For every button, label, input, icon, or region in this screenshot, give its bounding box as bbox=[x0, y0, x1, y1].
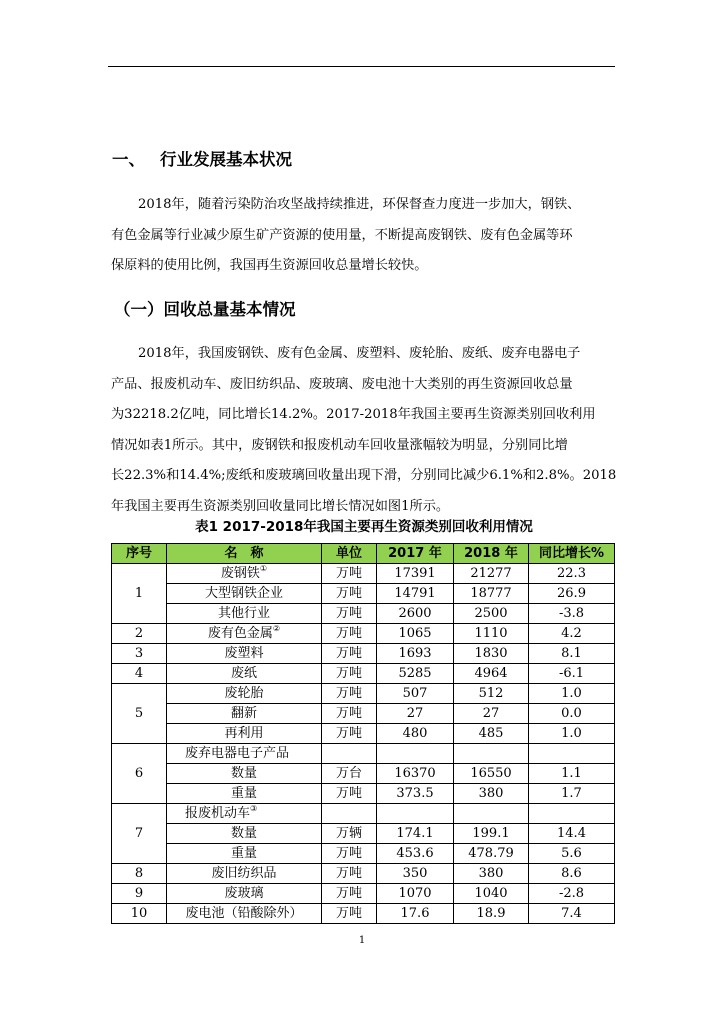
item-name-cell-text: 废旧纺织品 bbox=[211, 865, 277, 881]
unit-cell-text: 万吨 bbox=[335, 865, 362, 881]
row-index-cell-text: 2 bbox=[134, 625, 144, 641]
unit-cell bbox=[322, 664, 377, 684]
item-name-cell bbox=[167, 744, 322, 764]
growth-cell-text: 1.0 bbox=[561, 685, 582, 701]
growth-cell-text: 1.1 bbox=[561, 765, 582, 781]
item-name-cell bbox=[167, 564, 322, 584]
row-index-cell bbox=[112, 864, 167, 884]
value-2017-cell bbox=[377, 764, 454, 784]
value-2018-cell bbox=[454, 604, 529, 624]
unit-cell bbox=[322, 804, 377, 824]
value-2017-cell-text: 14791 bbox=[394, 585, 436, 601]
value-2017-cell-text: 1070 bbox=[398, 885, 432, 901]
growth-cell-text: 8.6 bbox=[561, 865, 582, 881]
unit-cell bbox=[322, 684, 377, 704]
value-2017-cell-text: 1693 bbox=[398, 645, 432, 661]
table-caption: 表1 2017-2018年我国主要再生资源类别回收利用情况 bbox=[195, 519, 533, 535]
value-2017-cell-text: 480 bbox=[402, 725, 428, 741]
row-index-cell-text: 10 bbox=[130, 905, 148, 921]
section-heading bbox=[112, 146, 292, 170]
growth-cell-text: 26.9 bbox=[557, 585, 586, 601]
value-2018-cell-text: 478.79 bbox=[468, 845, 514, 861]
unit-cell-text: 万吨 bbox=[335, 585, 362, 601]
unit-cell-text: 万吨 bbox=[335, 725, 362, 741]
item-name-cell-text: 重量 bbox=[230, 785, 257, 801]
item-name-cell bbox=[167, 724, 322, 744]
unit-cell bbox=[322, 604, 377, 624]
table-header-row bbox=[112, 544, 615, 564]
growth-cell bbox=[529, 884, 615, 904]
table-row bbox=[112, 584, 615, 604]
item-name-cell bbox=[167, 604, 322, 624]
table-row bbox=[112, 884, 615, 904]
unit-cell-text: 万辆 bbox=[335, 825, 362, 841]
table-row bbox=[112, 704, 615, 724]
growth-cell bbox=[529, 864, 615, 884]
paragraph-line: 保原料的使用比例，我国再生资源回收总量增长较快。 bbox=[111, 258, 428, 273]
row-index-cell bbox=[112, 644, 167, 664]
footnote-marker: ① bbox=[259, 563, 268, 573]
value-2018-cell-text: 27 bbox=[482, 705, 500, 721]
row-index-cell-text: 9 bbox=[134, 885, 144, 901]
table-body bbox=[112, 564, 615, 924]
value-2017-cell bbox=[377, 584, 454, 604]
table-row bbox=[112, 804, 615, 824]
growth-cell bbox=[529, 564, 615, 584]
unit-cell bbox=[322, 764, 377, 784]
item-name-cell bbox=[167, 664, 322, 684]
unit-cell bbox=[322, 704, 377, 724]
value-2018-cell-text: 1040 bbox=[474, 885, 508, 901]
unit-cell-text: 万吨 bbox=[335, 845, 362, 861]
value-2017-cell-text: 453.6 bbox=[396, 845, 434, 861]
column-header: 2018 年 bbox=[454, 544, 529, 564]
page-number: 1 bbox=[358, 935, 366, 946]
item-name-cell-text: 废玻璃 bbox=[224, 885, 264, 901]
value-2018-cell bbox=[454, 764, 529, 784]
item-name-cell bbox=[167, 624, 322, 644]
value-2018-cell-text: 512 bbox=[478, 685, 504, 701]
row-index-cell bbox=[112, 664, 167, 684]
value-2017-cell bbox=[377, 604, 454, 624]
value-2018-cell-text: 2500 bbox=[474, 605, 508, 621]
growth-cell bbox=[529, 844, 615, 864]
subsection-heading: （一）回收总量基本情况 bbox=[114, 300, 296, 319]
row-index-cell-text: 1 bbox=[134, 585, 144, 601]
item-name-cell-text: 废电池（铅酸除外） bbox=[185, 905, 303, 921]
footnote-marker: ③ bbox=[250, 803, 258, 813]
paragraph-line: 情况如表1所示。其中，废钢铁和报废机动车回收量涨幅较为明显，分别同比增 bbox=[111, 437, 568, 453]
growth-cell bbox=[529, 804, 615, 824]
unit-cell-text: 万吨 bbox=[335, 685, 362, 701]
item-name-cell bbox=[167, 844, 322, 864]
unit-cell-text: 万吨 bbox=[335, 645, 362, 661]
intro-paragraph bbox=[111, 190, 617, 282]
value-2017-cell-text: 350 bbox=[402, 865, 428, 881]
value-2018-cell bbox=[454, 584, 529, 604]
value-2017-cell bbox=[377, 904, 454, 924]
table-row bbox=[112, 744, 615, 764]
item-name-cell-text: 其他行业 bbox=[217, 605, 270, 621]
value-2018-cell-text: 1830 bbox=[474, 645, 508, 661]
value-2017-cell-text: 17.6 bbox=[400, 905, 430, 921]
unit-cell bbox=[322, 824, 377, 844]
table-row bbox=[112, 644, 615, 664]
row-index-cell-text: 3 bbox=[134, 645, 144, 661]
row-index-cell bbox=[112, 624, 167, 644]
growth-cell bbox=[529, 644, 615, 664]
section-title: 行业发展基本状况 bbox=[160, 150, 292, 169]
item-name-cell bbox=[167, 824, 322, 844]
value-2017-cell-text: 1065 bbox=[398, 625, 432, 641]
row-index-cell bbox=[112, 684, 167, 744]
item-name-cell bbox=[167, 704, 322, 724]
unit-cell bbox=[322, 724, 377, 744]
unit-cell bbox=[322, 624, 377, 644]
value-2017-cell bbox=[377, 644, 454, 664]
unit-cell-text: 万吨 bbox=[335, 905, 362, 921]
growth-cell bbox=[529, 704, 615, 724]
growth-cell-text: 0.0 bbox=[561, 705, 582, 721]
row-index-cell bbox=[112, 904, 167, 924]
value-2018-cell-text: 1110 bbox=[474, 625, 508, 641]
item-name-cell-text: 再利用 bbox=[224, 725, 264, 741]
growth-cell bbox=[529, 904, 615, 924]
value-2018-cell bbox=[454, 684, 529, 704]
item-name-cell bbox=[167, 904, 322, 924]
item-name-cell-text: 报废机动车 bbox=[185, 805, 251, 821]
item-name-cell-text: 废塑料 bbox=[224, 645, 264, 661]
item-name-cell bbox=[167, 804, 322, 824]
table-row bbox=[112, 844, 615, 864]
paragraph-line: 产品、报废机动车、废旧纺织品、废玻璃、废电池十大类别的再生资源回收总量 bbox=[111, 376, 573, 392]
value-2018-cell bbox=[454, 644, 529, 664]
value-2018-cell bbox=[454, 904, 529, 924]
unit-cell-text: 万吨 bbox=[335, 785, 362, 801]
value-2018-cell-text: 18.9 bbox=[476, 905, 506, 921]
column-header: 2017 年 bbox=[377, 544, 454, 564]
item-name-cell bbox=[167, 884, 322, 904]
growth-cell bbox=[529, 664, 615, 684]
table-row bbox=[112, 724, 615, 744]
row-index-cell bbox=[112, 744, 167, 804]
row-index-cell-text: 4 bbox=[134, 665, 144, 681]
growth-cell-text: 8.1 bbox=[561, 645, 582, 661]
unit-cell bbox=[322, 784, 377, 804]
growth-cell bbox=[529, 684, 615, 704]
table-row bbox=[112, 824, 615, 844]
unit-cell bbox=[322, 744, 377, 764]
row-index-cell bbox=[112, 804, 167, 864]
unit-cell bbox=[322, 864, 377, 884]
growth-cell-text: 22.3 bbox=[557, 565, 586, 581]
item-name-cell bbox=[167, 764, 322, 784]
value-2018-cell-text: 21277 bbox=[470, 565, 512, 581]
value-2018-cell-text: 16550 bbox=[470, 765, 512, 781]
value-2018-cell-text: 18777 bbox=[470, 585, 512, 601]
item-name-cell-text: 废钢铁 bbox=[220, 565, 260, 581]
unit-cell bbox=[322, 644, 377, 664]
item-name-cell bbox=[167, 644, 322, 664]
body-paragraph bbox=[111, 339, 617, 522]
paragraph-line: 有色金属等行业减少原生矿产资源的使用量，不断提高废钢铁、废有色金属等环 bbox=[111, 227, 573, 243]
value-2017-cell bbox=[377, 884, 454, 904]
item-name-cell bbox=[167, 684, 322, 704]
value-2017-cell-text: 174.1 bbox=[396, 825, 434, 841]
table-row bbox=[112, 564, 615, 584]
growth-cell bbox=[529, 604, 615, 624]
value-2018-cell bbox=[454, 824, 529, 844]
row-index-cell-text: 7 bbox=[134, 825, 144, 841]
growth-cell bbox=[529, 624, 615, 644]
table-row bbox=[112, 684, 615, 704]
column-header: 单位 bbox=[322, 544, 377, 564]
paragraph-line: 长22.3%和14.4%;废纸和废玻璃回收量出现下滑，分别同比减少6.1%和2.8%。2018 bbox=[111, 468, 617, 483]
growth-cell bbox=[529, 584, 615, 604]
footnote-marker: ② bbox=[272, 623, 281, 633]
unit-cell bbox=[322, 904, 377, 924]
table-row bbox=[112, 864, 615, 884]
item-name-cell-text: 废有色金属 bbox=[207, 625, 273, 641]
paragraph-line: 2018年，随着污染防治攻坚战持续推进，环保督查力度进一步加大，钢铁、 bbox=[138, 197, 581, 212]
value-2017-cell bbox=[377, 624, 454, 644]
value-2017-cell bbox=[377, 664, 454, 684]
value-2018-cell-text: 380 bbox=[478, 865, 504, 881]
value-2017-cell-text: 17391 bbox=[394, 565, 436, 581]
value-2017-cell bbox=[377, 804, 454, 824]
unit-cell bbox=[322, 564, 377, 584]
value-2018-cell bbox=[454, 744, 529, 764]
growth-cell bbox=[529, 784, 615, 804]
value-2017-cell-text: 507 bbox=[402, 685, 428, 701]
value-2017-cell-text: 373.5 bbox=[396, 785, 434, 801]
unit-cell-text: 万吨 bbox=[335, 885, 362, 901]
unit-cell-text: 万吨 bbox=[335, 565, 362, 581]
unit-cell-text: 万吨 bbox=[335, 705, 362, 721]
value-2018-cell bbox=[454, 844, 529, 864]
value-2018-cell bbox=[454, 804, 529, 824]
paragraph-line: 2018年，我国废钢铁、废有色金属、废塑料、废轮胎、废纸、废弃电器电子 bbox=[138, 346, 581, 361]
value-2018-cell-text: 485 bbox=[478, 725, 504, 741]
item-name-cell-text: 废轮胎 bbox=[224, 685, 264, 701]
table-row bbox=[112, 664, 615, 684]
growth-cell-text: 7.4 bbox=[561, 905, 582, 921]
growth-cell bbox=[529, 764, 615, 784]
value-2018-cell bbox=[454, 564, 529, 584]
unit-cell-text: 万吨 bbox=[335, 625, 362, 641]
value-2017-cell bbox=[377, 744, 454, 764]
growth-cell bbox=[529, 724, 615, 744]
row-index-cell-text: 8 bbox=[134, 865, 144, 881]
value-2018-cell bbox=[454, 884, 529, 904]
value-2017-cell bbox=[377, 844, 454, 864]
growth-cell-text: 5.6 bbox=[561, 845, 582, 861]
value-2018-cell bbox=[454, 664, 529, 684]
value-2017-cell bbox=[377, 684, 454, 704]
unit-cell-text: 万吨 bbox=[335, 665, 362, 681]
unit-cell-text: 万台 bbox=[335, 765, 362, 781]
table-row bbox=[112, 764, 615, 784]
item-name-cell-text: 废弃电器电子产品 bbox=[185, 745, 290, 761]
item-name-cell-text: 数量 bbox=[230, 765, 257, 781]
item-name-cell-text: 重量 bbox=[230, 845, 257, 861]
row-index-cell bbox=[112, 884, 167, 904]
row-index-cell bbox=[112, 564, 167, 624]
value-2018-cell-text: 199.1 bbox=[472, 825, 510, 841]
row-index-cell-text: 6 bbox=[134, 765, 144, 781]
item-name-cell-text: 翻新 bbox=[230, 705, 257, 721]
value-2017-cell bbox=[377, 564, 454, 584]
column-header: 名 称 bbox=[167, 544, 322, 564]
table-row bbox=[112, 904, 615, 924]
value-2018-cell-text: 380 bbox=[478, 785, 504, 801]
value-2018-cell bbox=[454, 784, 529, 804]
item-name-cell-text: 数量 bbox=[230, 825, 257, 841]
value-2018-cell bbox=[454, 624, 529, 644]
value-2017-cell-text: 5285 bbox=[398, 665, 432, 681]
column-header: 序号 bbox=[112, 544, 167, 564]
unit-cell bbox=[322, 844, 377, 864]
growth-cell-text: -3.8 bbox=[558, 605, 585, 621]
unit-cell-text: 万吨 bbox=[335, 605, 362, 621]
growth-cell-text: -2.8 bbox=[558, 885, 585, 901]
value-2017-cell-text: 2600 bbox=[398, 605, 432, 621]
value-2017-cell bbox=[377, 864, 454, 884]
section-number: 一、 bbox=[112, 150, 145, 169]
growth-cell bbox=[529, 824, 615, 844]
value-2018-cell bbox=[454, 704, 529, 724]
value-2017-cell bbox=[377, 784, 454, 804]
value-2018-cell bbox=[454, 724, 529, 744]
growth-cell-text: 4.2 bbox=[561, 625, 582, 641]
table-row bbox=[112, 624, 615, 644]
value-2017-cell-text: 16370 bbox=[394, 765, 436, 781]
unit-cell bbox=[322, 884, 377, 904]
value-2017-cell bbox=[377, 724, 454, 744]
growth-cell bbox=[529, 744, 615, 764]
value-2018-cell bbox=[454, 864, 529, 884]
growth-cell-text: 1.0 bbox=[561, 725, 582, 741]
value-2017-cell bbox=[377, 824, 454, 844]
value-2017-cell bbox=[377, 704, 454, 724]
growth-cell-text: 14.4 bbox=[557, 825, 586, 841]
item-name-cell-text: 大型钢铁企业 bbox=[204, 585, 283, 601]
value-2017-cell-text: 27 bbox=[406, 705, 424, 721]
growth-cell-text: -6.1 bbox=[558, 665, 585, 681]
item-name-cell bbox=[167, 584, 322, 604]
item-name-cell bbox=[167, 864, 322, 884]
paragraph-line: 年我国主要再生资源类别回收量同比增长情况如图1所示。 bbox=[111, 498, 450, 514]
table-row bbox=[112, 784, 615, 804]
table-row bbox=[112, 604, 615, 624]
growth-cell-text: 1.7 bbox=[561, 785, 582, 801]
value-2018-cell-text: 4964 bbox=[474, 665, 508, 681]
unit-cell bbox=[322, 584, 377, 604]
item-name-cell bbox=[167, 784, 322, 804]
item-name-cell-text: 废纸 bbox=[230, 665, 257, 681]
paragraph-line: 为32218.2亿吨，同比增长14.2%。2017-2018年我国主要再生资源类别回收利用 bbox=[111, 407, 596, 422]
header-rule bbox=[108, 66, 615, 67]
recycling-table bbox=[111, 543, 615, 924]
column-header: 同比增长% bbox=[529, 544, 615, 564]
row-index-cell-text: 5 bbox=[134, 705, 144, 721]
